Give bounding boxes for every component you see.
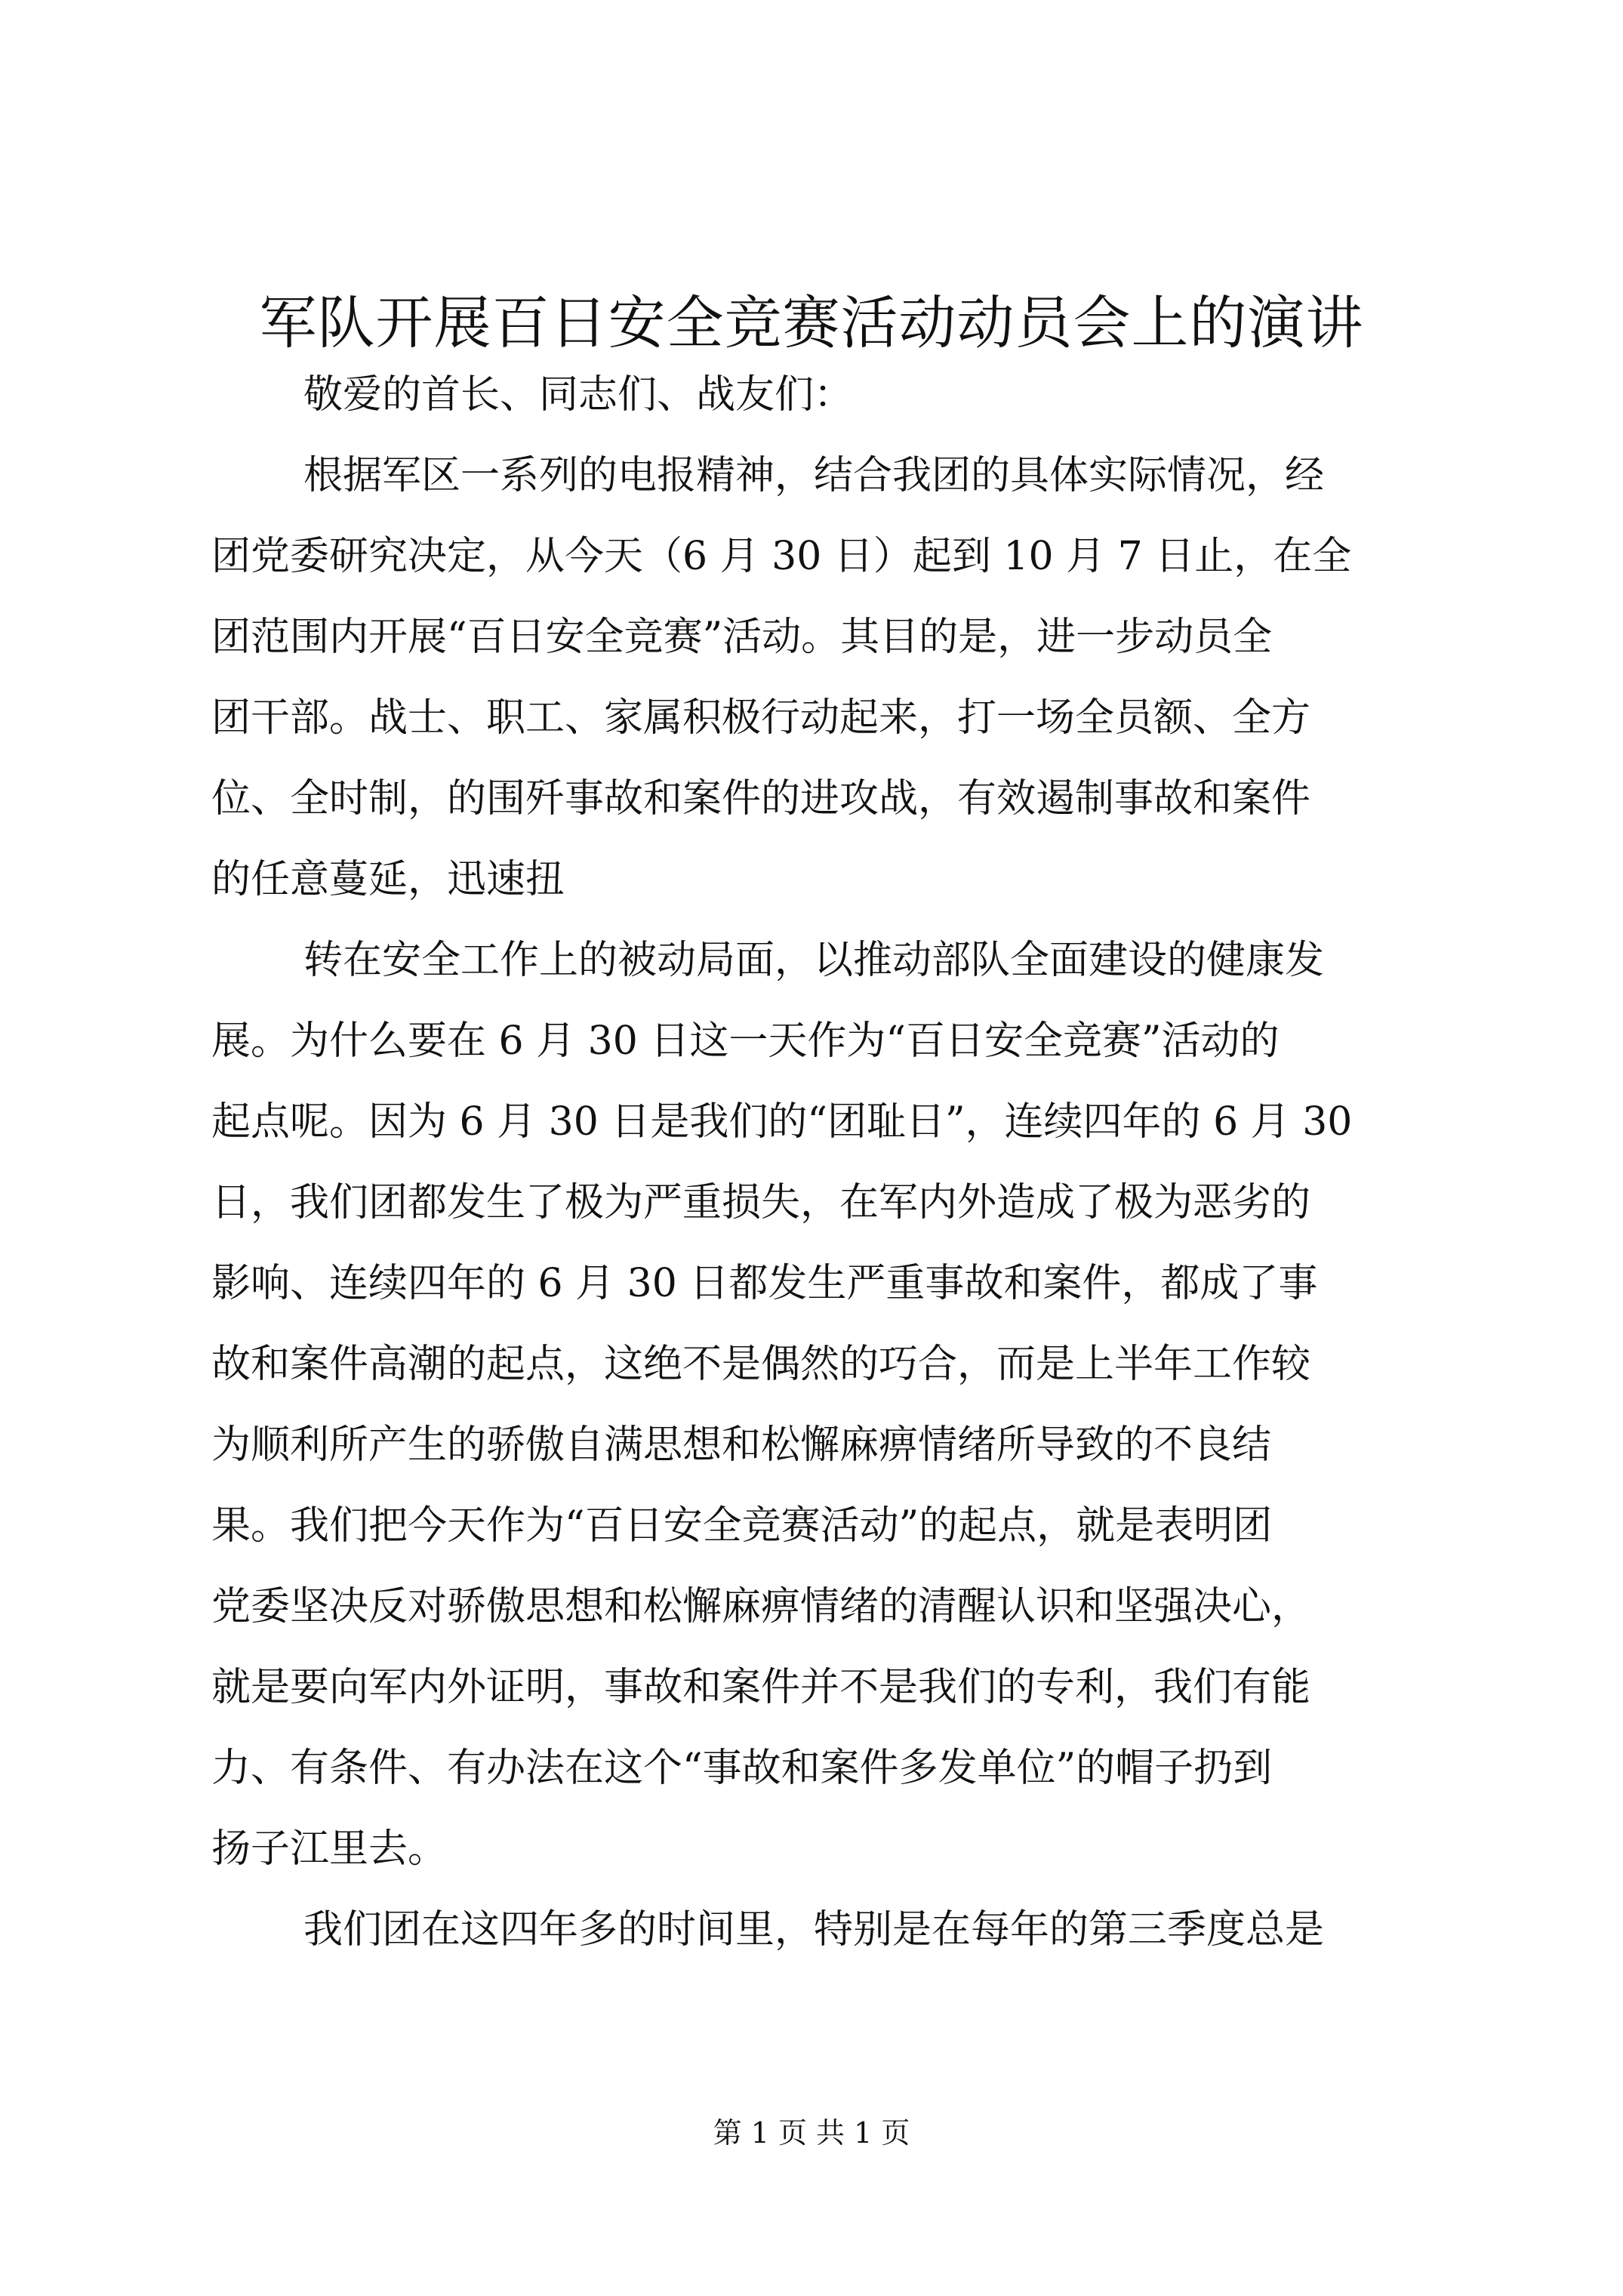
text-line: 日，我们团都发生了极为严重损失，在军内外造成了极为恶劣的	[211, 1180, 1311, 1225]
text-line: 果。我们把今天作为“百日安全竞赛活动”的起点，就是表明团	[211, 1503, 1273, 1549]
text-line: 转在安全工作上的被动局面，以推动部队全面建设的健康发	[303, 938, 1325, 983]
text-line: 根据军区一系列的电报精神，结合我团的具体实际情况，经	[303, 453, 1325, 498]
text-line: 的任意蔓延，迅速扭	[211, 857, 565, 902]
text-line: 团干部。战士、职工、家属积极行动起来，打一场全员额、全方	[211, 695, 1311, 741]
text-line: 起点呢。因为 6 月 30 日是我们的“团耻日”，连续四年的 6 月 30	[211, 1099, 1353, 1145]
text-line: 团范围内开展“百日安全竞赛”活动。其目的是，进一步动员全	[211, 615, 1273, 660]
text-line: 扬子江里去。	[211, 1826, 448, 1872]
document-body	[211, 355, 1434, 1971]
salutation-line: 敬爱的首长、同志们、战友们：	[303, 372, 854, 418]
page-title: 军队开展百日安全竞赛活动动员会上的演讲	[259, 289, 1364, 356]
text-line: 影响、连续四年的 6 月 30 日都发生严重事故和案件，都成了事	[211, 1261, 1318, 1306]
page-footer: 第 1 页 共 1 页	[713, 2116, 910, 2150]
text-line: 为顺利所产生的骄傲自满思想和松懈麻痹情绪所导致的不良结	[211, 1422, 1272, 1468]
text-line: 就是要向军内外证明，事故和案件并不是我们的专利，我们有能	[211, 1665, 1311, 1710]
text-line: 力、有条件、有办法在这个“事故和案件多发单位”的帽子扔到	[211, 1746, 1273, 1791]
text-line: 团党委研究决定，从今天（6 月 30 日）起到 10 月 7 日止，在全	[211, 534, 1352, 579]
text-line: 我们团在这四年多的时间里，特别是在每年的第三季度总是	[303, 1907, 1325, 1952]
text-line: 党委坚决反对骄傲思想和松懈麻痹情绪的清醒认识和坚强决心，	[211, 1584, 1311, 1629]
text-line: 位、全时制，的围歼事故和案件的进攻战，有效遏制事故和案件	[211, 776, 1311, 821]
text-line: 展。为什么要在 6 月 30 日这一天作为“百日安全竞赛”活动的	[211, 1019, 1280, 1064]
text-line: 故和案件高潮的起点，这绝不是偶然的巧合，而是上半年工作较	[211, 1342, 1311, 1387]
